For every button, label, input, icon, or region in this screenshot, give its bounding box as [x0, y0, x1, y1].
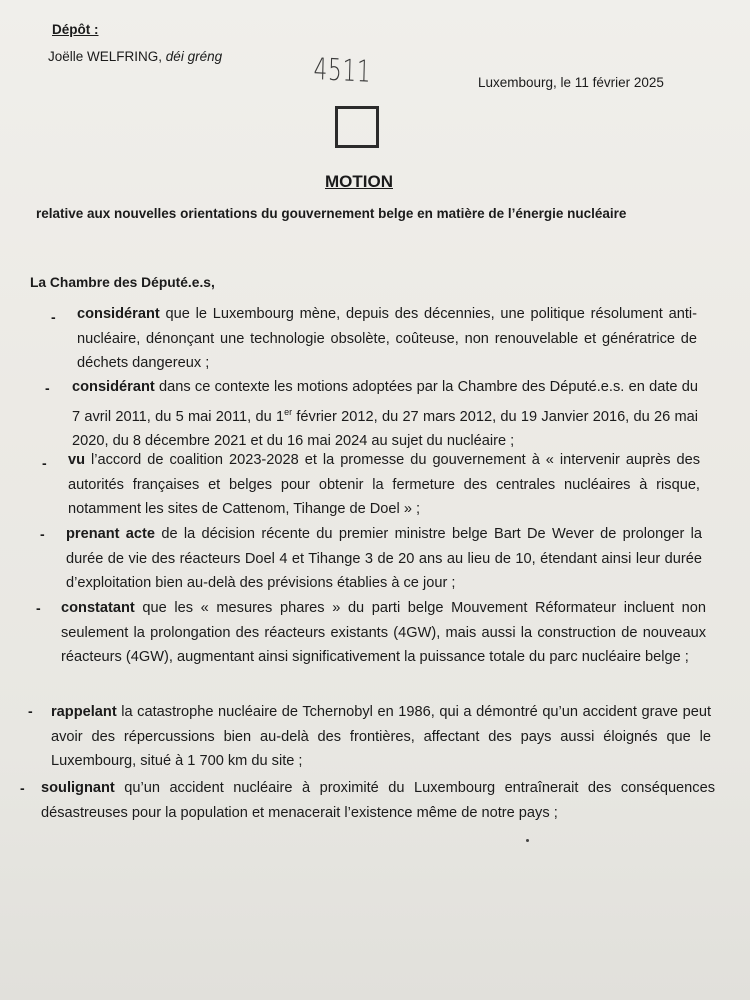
depositor	[48, 49, 222, 64]
empty-checkbox	[335, 106, 379, 148]
consideration-item	[68, 448, 700, 522]
consideration-keyword: constatant	[61, 600, 135, 616]
consideration-item	[66, 522, 702, 596]
bullet-dash: -	[42, 455, 47, 471]
consideration-keyword: rappelant	[51, 704, 117, 720]
consideration-keyword: considérant	[72, 379, 155, 395]
handwritten-number: 4511	[313, 52, 372, 90]
consideration-keyword: soulignant	[41, 780, 115, 796]
depositor-party: déi gréng	[165, 49, 223, 64]
consideration-text-continued: février 2012, du 27 mars 2012, du 19 Janvier 2016, du 26 mai 2020, du 8 décembre 2021 et du 16 mai 2024 au sujet du nucléaire ;	[72, 408, 699, 449]
consideration-item	[51, 700, 711, 774]
superscript: er	[284, 406, 293, 417]
bullet-dash: -	[36, 600, 41, 616]
consideration-text: que le Luxembourg mène, depuis des décennies, une politique résolument anti-nucléaire, dénonçant une technologie obsolète, coûteuse, non renouvelable et génératrice de déchets dangereux ;	[77, 306, 697, 371]
depositor-name: Joëlle WELFRING,	[48, 49, 163, 64]
consideration-keyword: prenant acte	[66, 526, 156, 542]
consideration-item	[61, 596, 706, 670]
document-subtitle: relative aux nouvelles orientations du gouvernement belge en matière de l’énergie nucléaire	[36, 206, 627, 221]
consideration-text: l’accord de coalition 2023-2028 et la promesse du gouvernement à « intervenir auprès des autorités françaises et belges pour obtenir la fermeture des centrales nucléaires à risque, notamment les sites de Cattenom, Tihange de Doel » ;	[68, 452, 700, 517]
consideration-text: la catastrophe nucléaire de Tchernobyl en 1986, qui a démontré qu’un accident grave peut avoir des répercussions bien au-delà des frontières, affectant des pays aussi éloignés que le Luxembourg, situé à 1 700 km du site ;	[51, 704, 711, 769]
document-title: MOTION	[325, 172, 393, 191]
depot-label: Dépôt :	[52, 22, 99, 37]
consideration-item	[77, 302, 697, 376]
paper-speck	[526, 839, 529, 842]
consideration-text: que les « mesures phares » du parti belge Mouvement Réformateur incluent non seulement la prolongation des réacteurs existants (4GW), mais aussi la construction de nouveaux réacteurs (4GW), augmentant ainsi significativement la puissance totale du parc nucléaire belge ;	[61, 600, 706, 665]
consideration-text: dans ce contexte les motions adoptées par la Chambre des Député.e.s. en date du 7 avril 2011, du 5 mai 2011, du 1	[72, 379, 698, 425]
bullet-dash: -	[20, 780, 25, 796]
bullet-dash: -	[28, 703, 33, 719]
bullet-dash: -	[45, 380, 50, 396]
bullet-dash: -	[51, 309, 56, 325]
place-date: Luxembourg, le 11 février 2025	[478, 75, 664, 90]
consideration-keyword: considérant	[77, 306, 160, 322]
chamber-heading: La Chambre des Député.e.s,	[30, 275, 215, 290]
consideration-item	[72, 375, 698, 453]
bullet-dash: -	[40, 526, 45, 542]
consideration-text: de la décision récente du premier ministre belge Bart De Wever de prolonger la durée de vie des réacteurs Doel 4 et Tihange 3 de 20 ans au lieu de 10, étendant ainsi leur durée d’exploitation bien au-delà des prévisions établies à ce jour ;	[66, 526, 702, 591]
consideration-item	[41, 776, 715, 825]
consideration-text: qu’un accident nucléaire à proximité du Luxembourg entraînerait des conséquences désastreuses pour la population et menacerait l’existence même de notre pays ;	[41, 780, 715, 821]
consideration-keyword: vu	[68, 452, 86, 468]
